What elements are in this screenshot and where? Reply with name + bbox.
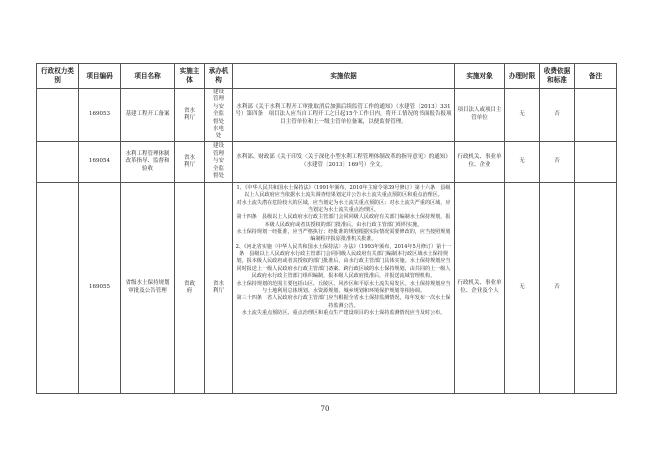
cell-fee: 否 [540,89,575,142]
cell-name: 省级水土保持规划审批及公告管理 [121,183,175,394]
cell-name: 水利工程管理体制改革指导、监督和验收 [121,142,175,183]
header-basis: 实施依据 [233,64,455,89]
cell-implementer: 省水利厅 [175,89,205,142]
cell-implementer: 省政府 [175,183,205,394]
power-list-table [36,63,617,394]
cell-remarks [575,183,617,394]
header-fee: 收费依据和标准 [540,64,575,89]
header-code: 项目编码 [79,64,121,89]
cell-basis: 1、《中华人民共和国水土保持法》（1991年颁布，2010年主席令第39号修订）第十六条 县级以上人民政府应当依据水土流失调查结果划定并公告水土流失重点预防区和重点治理区。 对水土流失潜在危险较大的区域，应当划定为水土流失重点预防区；对水土流失严重的区域，应当划定为水土流失重点治理区。 第十四条 县级以上人民政府水行政主管部门会同同级人民政府有关部门编制水土保持规划，报本级人民政府或者其授权的部门批准后，由水行政主管部门组织实施。 水土保持规划一经批准，应当严格执行；经批准的规划根据实际情况需要修改的，应当按照规划编制程序报原批准机关批准。 2、《河北省实施〈中华人民共和国水土保持法〉办法》（1993年颁布，2014年5月修订）第十一条 县级以上人民政府水行政主管部门会同同级人民政府有关部门编制本行政区域水土保持规划，报本级人民政府或者其授权的部门批准后，由水行政主管部门具体实施。水土保持规划应当同时报送上一级人民政府水行政主管部门备案。跨行政区域的水土保持规划，由共同的上一级人民政府水行政主管部门组织编制，报本级人民政府批准后，并报送流域管理机构。 水土保持规划的范围主要包括山区、丘陵区、风沙区和平原水土流失易发区。水土保持规划应当与土地利用总体规划、水资源规划、城乡规划和环境保护规划等相协调。 第三十四条 省人民政府水行政主管部门应当根据全省水土保持监测情况，每年发布一次水土保持监测公告。 水土流失重点预防区、重点治理区和重点生产建设项目的水土保持监测情况应当及时公布。 [233,183,455,394]
cell-undertaker: 建设管理与安全监督处水电处 [205,89,233,142]
cell-basis: 水利部《关于水利工程开工审批取消后加强后续监管工作的通知》（水建管〔2013〕331号）第四条 项目法人应当自工程开工之日起15个工作日内，将开工情况的书面报告报项目主管单位和上一级主管单位备案，以便监督管理。 [233,89,455,142]
cell-time-limit: 无 [505,89,540,142]
cell-code: 169055 [79,183,121,394]
cell-code: 169054 [79,142,121,183]
cell-undertaker: 省水利厅 [205,183,233,394]
cell-fee: 否 [540,142,575,183]
header-remarks: 备注 [575,64,617,89]
header-undertaker: 承办机构 [205,64,233,89]
cell-fee: 否 [540,183,575,394]
table-row [37,183,617,394]
header-category: 行政权力类别 [37,64,79,89]
page-number: 70 [320,405,330,413]
cell-name: 基建工程开工备案 [121,89,175,142]
cell-basis: 水利部、财政部《关于印发〈关于深化小型水利工程管理体制改革的指导意见〉的通知》（水建管〔2013〕169号）全文。 [233,142,455,183]
header-row [37,64,617,89]
cell-time-limit: 无 [505,183,540,394]
cell-category [37,142,79,183]
header-time-limit: 办理时限 [505,64,540,89]
header-name: 项目名称 [121,64,175,89]
table-row [37,89,617,142]
cell-code: 169053 [79,89,121,142]
cell-target: 行政机关、事业单位、企业及个人 [455,183,505,394]
table-row [37,142,617,183]
cell-implementer: 省水利厅 [175,142,205,183]
cell-time-limit: 无 [505,142,540,183]
cell-target: 行政机关、事业单位、企业 [455,142,505,183]
header-target: 实施对象 [455,64,505,89]
cell-target: 项目法人或项目主管单位 [455,89,505,142]
cell-undertaker: 建设管理与安全监督处 [205,142,233,183]
cell-category [37,183,79,394]
header-implementer: 实施主体 [175,64,205,89]
cell-remarks [575,89,617,142]
cell-remarks [575,142,617,183]
cell-category [37,89,79,142]
